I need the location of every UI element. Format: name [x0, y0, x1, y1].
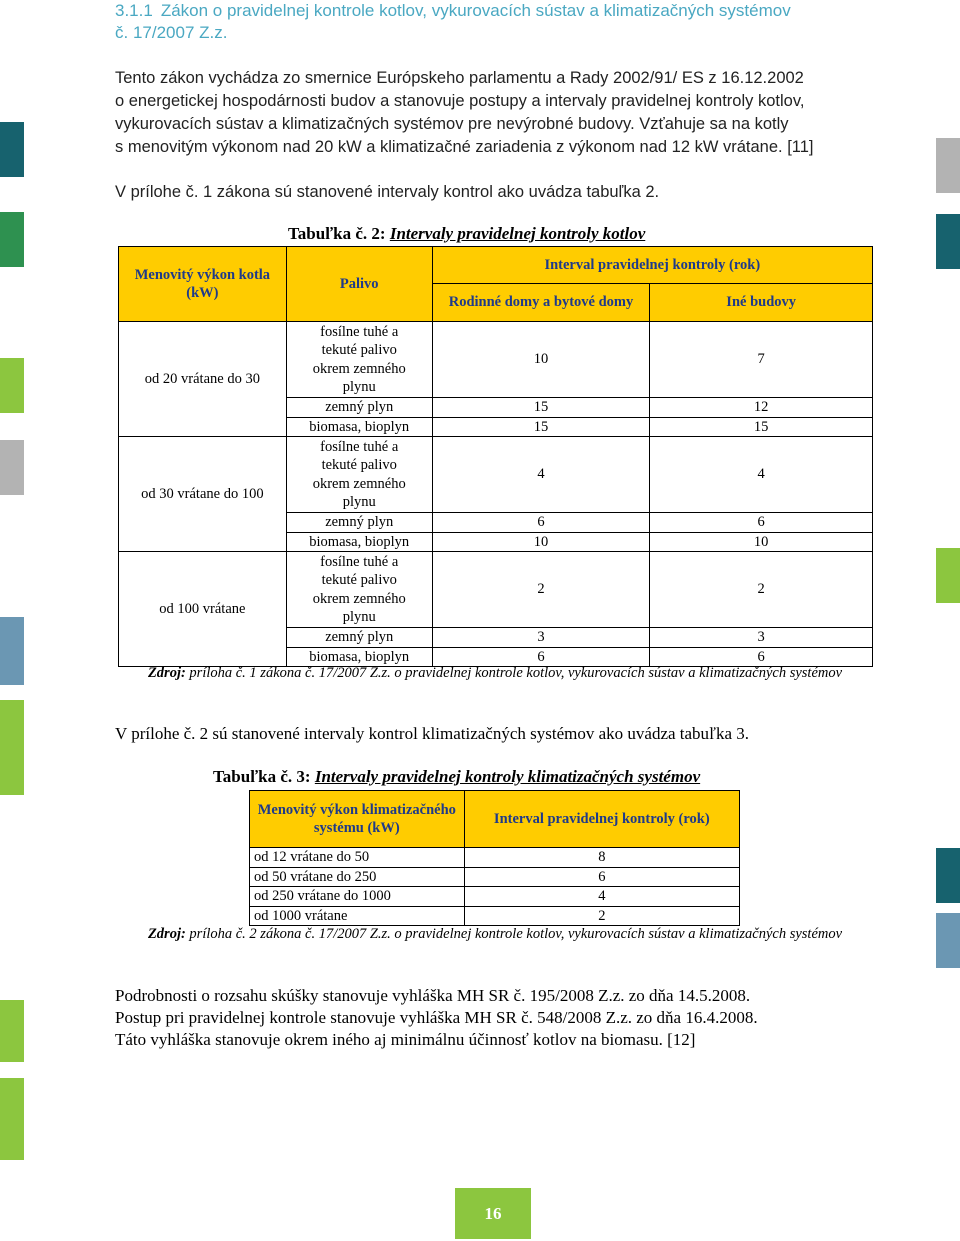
decor-bar: [0, 1078, 24, 1160]
other-interval-cell: 15: [650, 417, 873, 437]
family-interval-cell: 3: [432, 628, 650, 648]
power-cell: od 250 vrátane do 1000: [250, 887, 465, 907]
paragraph-line: Tento zákon vychádza zo smernice Európskeho parlamentu a Rady 2002/91/ ES z 16.12.2002: [115, 69, 804, 87]
fuel-cell: zemný plyn: [286, 628, 432, 648]
table-row: [119, 437, 873, 513]
paragraph-table3-intro: V prílohe č. 2 sú stanovené intervaly kontrol klimatizačných systémov ako uvádza tabuľka 3.: [115, 724, 750, 743]
table3-caption: [213, 767, 700, 787]
interval-cell: 6: [464, 867, 739, 887]
table-row: [119, 552, 873, 628]
paragraph-line: Podrobnosti o rozsahu skúšky stanovuje vyhláška MH SR č. 195/2008 Z.z. zo dňa 14.5.2008.: [115, 986, 751, 1005]
caption-title: Intervaly pravidelnej kontroly kotlov: [389, 224, 646, 243]
table-row: [250, 906, 740, 926]
paragraph-line: Táto vyhláška stanovuje okrem iného aj minimálnu účinnosť kotlov na biomasu. [12]: [115, 1030, 696, 1049]
decor-bar: [936, 548, 960, 603]
decor-bar: [0, 358, 24, 413]
section-number: 3.1.1: [115, 1, 153, 20]
table-row: [250, 848, 740, 868]
ac-interval-table: [249, 790, 740, 926]
header-other: Iné budovy: [650, 284, 873, 322]
other-interval-cell: 3: [650, 628, 873, 648]
fuel-cell: fosílne tuhé a tekuté palivo okrem zemného plynu: [286, 552, 432, 628]
decor-bar: [936, 848, 960, 903]
page-number: 16: [455, 1188, 531, 1239]
decor-bar: [0, 212, 24, 267]
paragraph-line: Postup pri pravidelnej kontrole stanovuje vyhláška MH SR č. 548/2008 Z.z. zo dňa 16.4.2008.: [115, 1008, 758, 1027]
interval-cell: 8: [464, 848, 739, 868]
section-heading: [115, 0, 895, 44]
source-text: príloha č. 2 zákona č. 17/2007 Z.z. o pravidelnej kontrole kotlov, vykurovacích sústav a klimatizačných systémov: [189, 926, 843, 942]
paragraph-intro: [115, 67, 873, 159]
paragraph-line: s menovitým výkonom nad 20 kW a klimatizačné zariadenia z výkonom nad 12 kW vrátane. [11]: [115, 138, 814, 156]
table-header-row: [119, 247, 873, 284]
interval-cell: 2: [464, 906, 739, 926]
power-cell: od 20 vrátane do 30: [119, 322, 287, 437]
source-text: príloha č. 1 zákona č. 17/2007 Z.z. o pravidelnej kontrole kotlov, vykurovacích sústav a klimatizačných systémov: [189, 665, 843, 681]
power-cell: od 1000 vrátane: [250, 906, 465, 926]
interval-cell: 4: [464, 887, 739, 907]
table2-caption: [288, 224, 645, 244]
fuel-cell: biomasa, bioplyn: [286, 532, 432, 552]
paragraph-line: o energetickej hospodárnosti budov a stanovuje postupy a intervaly pravidelnej kontroly kotlov,: [115, 92, 805, 110]
header-interval: Interval pravidelnej kontroly (rok): [432, 247, 872, 284]
caption-title: Intervaly pravidelnej kontroly klimatizačných systémov: [314, 767, 701, 786]
family-interval-cell: 15: [432, 417, 650, 437]
table2-source: [130, 664, 860, 683]
fuel-cell: zemný plyn: [286, 513, 432, 533]
other-interval-cell: 2: [650, 552, 873, 628]
family-interval-cell: 10: [432, 532, 650, 552]
family-interval-cell: 6: [432, 513, 650, 533]
heading-line-2: č. 17/2007 Z.z.: [115, 23, 228, 42]
decor-bar: [0, 617, 24, 685]
decor-bar: [936, 214, 960, 269]
power-cell: od 50 vrátane do 250: [250, 867, 465, 887]
fuel-cell: biomasa, bioplyn: [286, 647, 432, 667]
power-cell: od 100 vrátane: [119, 552, 287, 667]
other-interval-cell: 6: [650, 513, 873, 533]
family-interval-cell: 6: [432, 647, 650, 667]
power-cell: od 30 vrátane do 100: [119, 437, 287, 552]
source-label: Zdroj:: [147, 665, 186, 681]
header-interval: Interval pravidelnej kontroly (rok): [464, 791, 739, 848]
decor-bar: [936, 913, 960, 968]
heading-line-1: Zákon o pravidelnej kontrole kotlov, vykurovacích sústav a klimatizačných systémov: [160, 1, 791, 20]
table-row: [119, 322, 873, 398]
family-interval-cell: 10: [432, 322, 650, 398]
decor-bar: [0, 440, 24, 495]
caption-prefix: Tabuľka č. 2:: [288, 224, 386, 243]
header-family: Rodinné domy a bytové domy: [432, 284, 650, 322]
table-row: [250, 867, 740, 887]
header-power: Menovitý výkon kotla (kW): [119, 247, 287, 322]
fuel-cell: fosílne tuhé a tekuté palivo okrem zemného plynu: [286, 322, 432, 398]
other-interval-cell: 4: [650, 437, 873, 513]
decor-bar: [0, 1000, 24, 1062]
fuel-cell: zemný plyn: [286, 398, 432, 418]
header-fuel: Palivo: [286, 247, 432, 322]
decor-bar: [936, 138, 960, 193]
family-interval-cell: 4: [432, 437, 650, 513]
paragraph-table2-intro: V prílohe č. 1 zákona sú stanovené intervaly kontrol ako uvádza tabuľka 2.: [115, 183, 660, 201]
boiler-interval-table: [118, 246, 873, 667]
paragraph-line: vykurovacích sústav a klimatizačných systémov pre nevýrobné budovy. Vzťahuje sa na kotly: [115, 115, 789, 133]
fuel-cell: biomasa, bioplyn: [286, 417, 432, 437]
decor-bar: [0, 122, 24, 177]
table3-source: [130, 925, 860, 944]
fuel-cell: fosílne tuhé a tekuté palivo okrem zemného plynu: [286, 437, 432, 513]
family-interval-cell: 2: [432, 552, 650, 628]
paragraph-closing: [115, 985, 873, 1051]
other-interval-cell: 10: [650, 532, 873, 552]
table-row: [250, 887, 740, 907]
other-interval-cell: 12: [650, 398, 873, 418]
source-label: Zdroj:: [147, 926, 186, 942]
header-power: Menovitý výkon klimatizačného systému (kW): [250, 791, 465, 848]
family-interval-cell: 15: [432, 398, 650, 418]
decor-bar: [0, 700, 24, 795]
other-interval-cell: 7: [650, 322, 873, 398]
other-interval-cell: 6: [650, 647, 873, 667]
power-cell: od 12 vrátane do 50: [250, 848, 465, 868]
caption-prefix: Tabuľka č. 3:: [213, 767, 311, 786]
